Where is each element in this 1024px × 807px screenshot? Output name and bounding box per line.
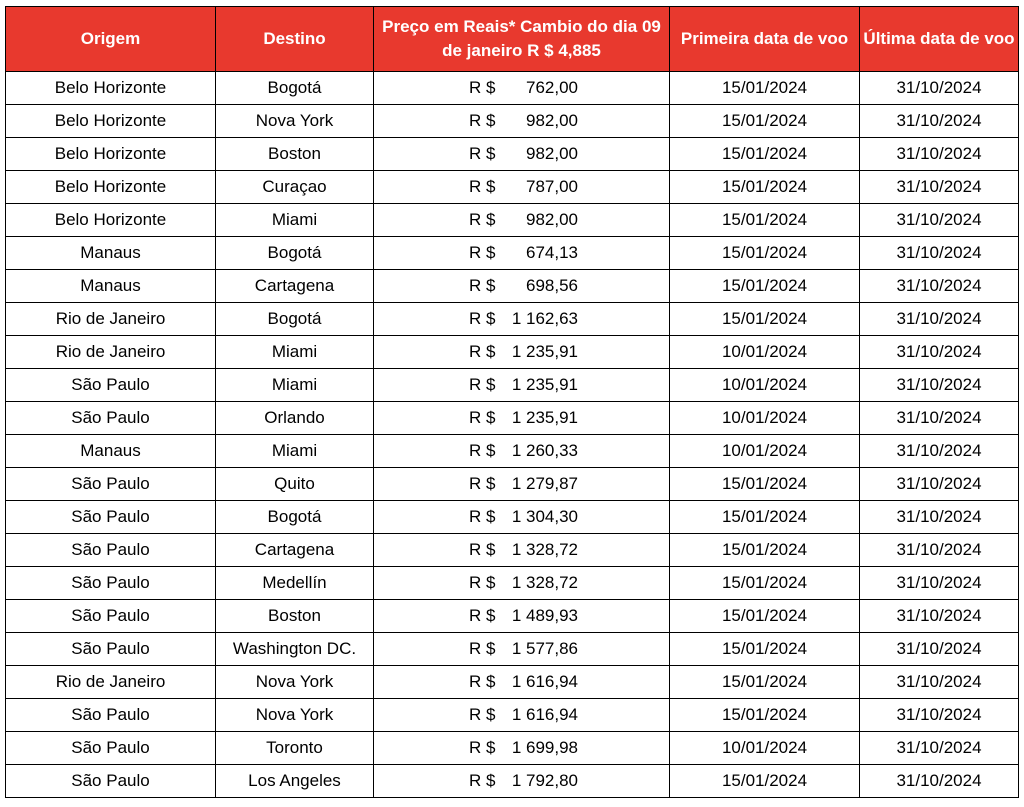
cell-destino: Miami: [216, 369, 374, 402]
cell-ultima-data: 31/10/2024: [860, 303, 1019, 336]
table-row: [6, 204, 1019, 237]
cell-primeira-data: 15/01/2024: [670, 138, 860, 171]
table-row: [6, 501, 1019, 534]
cell-primeira-data: 10/01/2024: [670, 336, 860, 369]
cell-preco: [374, 138, 670, 171]
cell-origem: Belo Horizonte: [6, 138, 216, 171]
currency-symbol: R $: [469, 309, 496, 328]
currency-symbol: R $: [469, 144, 496, 163]
cell-primeira-data: 15/01/2024: [670, 468, 860, 501]
header-destino: Destino: [216, 7, 374, 72]
currency-symbol: R $: [469, 573, 496, 592]
cell-ultima-data: 31/10/2024: [860, 270, 1019, 303]
cell-preco: [374, 369, 670, 402]
cell-origem: São Paulo: [6, 402, 216, 435]
price-amount: 762,00: [526, 78, 578, 97]
cell-origem: Belo Horizonte: [6, 171, 216, 204]
cell-destino: Bogotá: [216, 303, 374, 336]
cell-ultima-data: 31/10/2024: [860, 732, 1019, 765]
cell-preco: [374, 567, 670, 600]
price-amount: 982,00: [526, 210, 578, 229]
price-amount: 1 792,80: [511, 771, 578, 790]
cell-preco: [374, 765, 670, 798]
cell-preco: [374, 270, 670, 303]
currency-symbol: R $: [469, 276, 496, 295]
currency-symbol: R $: [469, 540, 496, 559]
cell-origem: Rio de Janeiro: [6, 303, 216, 336]
cell-primeira-data: 15/01/2024: [670, 237, 860, 270]
cell-ultima-data: 31/10/2024: [860, 567, 1019, 600]
cell-destino: Bogotá: [216, 72, 374, 105]
cell-ultima-data: 31/10/2024: [860, 765, 1019, 798]
cell-ultima-data: 31/10/2024: [860, 171, 1019, 204]
cell-origem: São Paulo: [6, 732, 216, 765]
cell-ultima-data: 31/10/2024: [860, 237, 1019, 270]
cell-preco: [374, 402, 670, 435]
cell-origem: São Paulo: [6, 765, 216, 798]
cell-destino: Miami: [216, 435, 374, 468]
cell-preco: [374, 303, 670, 336]
cell-preco: [374, 501, 670, 534]
cell-ultima-data: 31/10/2024: [860, 336, 1019, 369]
cell-origem: Rio de Janeiro: [6, 666, 216, 699]
cell-primeira-data: 15/01/2024: [670, 633, 860, 666]
price-amount: 1 616,94: [511, 672, 578, 691]
currency-symbol: R $: [469, 639, 496, 658]
cell-preco: [374, 435, 670, 468]
cell-primeira-data: 15/01/2024: [670, 765, 860, 798]
header-origem: Origem: [6, 7, 216, 72]
flight-prices-table-container: [5, 6, 1019, 798]
currency-symbol: R $: [469, 738, 496, 757]
cell-origem: Belo Horizonte: [6, 204, 216, 237]
cell-origem: São Paulo: [6, 633, 216, 666]
header-ultima-data: Última data de voo: [860, 7, 1019, 72]
cell-preco: [374, 204, 670, 237]
currency-symbol: R $: [469, 771, 496, 790]
cell-primeira-data: 15/01/2024: [670, 666, 860, 699]
currency-symbol: R $: [469, 441, 496, 460]
price-amount: 1 235,91: [511, 342, 578, 361]
cell-ultima-data: 31/10/2024: [860, 369, 1019, 402]
cell-origem: São Paulo: [6, 600, 216, 633]
price-amount: 1 235,91: [511, 375, 578, 394]
cell-destino: Nova York: [216, 699, 374, 732]
cell-primeira-data: 15/01/2024: [670, 699, 860, 732]
table-row: [6, 138, 1019, 171]
currency-symbol: R $: [469, 672, 496, 691]
currency-symbol: R $: [469, 342, 496, 361]
cell-preco: [374, 699, 670, 732]
table-row: [6, 270, 1019, 303]
header-primeira-data: Primeira data de voo: [670, 7, 860, 72]
cell-origem: São Paulo: [6, 567, 216, 600]
cell-ultima-data: 31/10/2024: [860, 666, 1019, 699]
cell-primeira-data: 10/01/2024: [670, 435, 860, 468]
cell-origem: Rio de Janeiro: [6, 336, 216, 369]
table-row: [6, 633, 1019, 666]
table-row: [6, 336, 1019, 369]
currency-symbol: R $: [469, 507, 496, 526]
price-amount: 787,00: [526, 177, 578, 196]
currency-symbol: R $: [469, 111, 496, 130]
cell-destino: Washington DC.: [216, 633, 374, 666]
cell-destino: Bogotá: [216, 237, 374, 270]
currency-symbol: R $: [469, 375, 496, 394]
cell-origem: São Paulo: [6, 369, 216, 402]
cell-primeira-data: 15/01/2024: [670, 204, 860, 237]
price-amount: 1 699,98: [511, 738, 578, 757]
price-amount: 1 616,94: [511, 705, 578, 724]
price-amount: 1 489,93: [511, 606, 578, 625]
currency-symbol: R $: [469, 474, 496, 493]
cell-primeira-data: 10/01/2024: [670, 402, 860, 435]
cell-primeira-data: 15/01/2024: [670, 72, 860, 105]
header-row: [6, 7, 1019, 72]
table-row: [6, 402, 1019, 435]
cell-ultima-data: 31/10/2024: [860, 468, 1019, 501]
cell-origem: Belo Horizonte: [6, 105, 216, 138]
cell-primeira-data: 15/01/2024: [670, 501, 860, 534]
cell-ultima-data: 31/10/2024: [860, 600, 1019, 633]
cell-primeira-data: 15/01/2024: [670, 534, 860, 567]
table-row: [6, 699, 1019, 732]
cell-ultima-data: 31/10/2024: [860, 138, 1019, 171]
cell-primeira-data: 15/01/2024: [670, 303, 860, 336]
cell-origem: Manaus: [6, 237, 216, 270]
cell-destino: Los Angeles: [216, 765, 374, 798]
cell-ultima-data: 31/10/2024: [860, 204, 1019, 237]
currency-symbol: R $: [469, 606, 496, 625]
cell-destino: Quito: [216, 468, 374, 501]
cell-ultima-data: 31/10/2024: [860, 72, 1019, 105]
cell-ultima-data: 31/10/2024: [860, 105, 1019, 138]
price-amount: 1 328,72: [511, 573, 578, 592]
price-amount: 982,00: [526, 111, 578, 130]
currency-symbol: R $: [469, 705, 496, 724]
cell-destino: Curaçao: [216, 171, 374, 204]
table-row: [6, 567, 1019, 600]
cell-origem: Manaus: [6, 435, 216, 468]
table-row: [6, 303, 1019, 336]
table-body: [6, 72, 1019, 798]
price-amount: 1 328,72: [511, 540, 578, 559]
table-row: [6, 369, 1019, 402]
currency-symbol: R $: [469, 78, 496, 97]
cell-destino: Boston: [216, 138, 374, 171]
cell-destino: Miami: [216, 204, 374, 237]
cell-origem: Belo Horizonte: [6, 72, 216, 105]
price-amount: 1 162,63: [511, 309, 578, 328]
cell-preco: [374, 666, 670, 699]
cell-primeira-data: 10/01/2024: [670, 369, 860, 402]
cell-ultima-data: 31/10/2024: [860, 402, 1019, 435]
cell-ultima-data: 31/10/2024: [860, 699, 1019, 732]
cell-origem: São Paulo: [6, 501, 216, 534]
cell-destino: Boston: [216, 600, 374, 633]
cell-preco: [374, 336, 670, 369]
table-row: [6, 666, 1019, 699]
cell-ultima-data: 31/10/2024: [860, 633, 1019, 666]
cell-preco: [374, 600, 670, 633]
cell-destino: Medellín: [216, 567, 374, 600]
currency-symbol: R $: [469, 408, 496, 427]
cell-preco: [374, 633, 670, 666]
cell-destino: Toronto: [216, 732, 374, 765]
table-row: [6, 732, 1019, 765]
price-amount: 1 304,30: [511, 507, 578, 526]
cell-primeira-data: 15/01/2024: [670, 105, 860, 138]
cell-origem: São Paulo: [6, 534, 216, 567]
flight-prices-table: [5, 6, 1019, 798]
cell-destino: Cartagena: [216, 534, 374, 567]
cell-destino: Miami: [216, 336, 374, 369]
cell-primeira-data: 15/01/2024: [670, 600, 860, 633]
currency-symbol: R $: [469, 210, 496, 229]
table-row: [6, 237, 1019, 270]
cell-preco: [374, 171, 670, 204]
currency-symbol: R $: [469, 243, 496, 262]
price-amount: 982,00: [526, 144, 578, 163]
header-preco: Preço em Reais* Cambio do dia 09 de janeiro R $ 4,885: [374, 7, 670, 72]
price-amount: 674,13: [526, 243, 578, 262]
table-row: [6, 534, 1019, 567]
table-row: [6, 105, 1019, 138]
cell-primeira-data: 15/01/2024: [670, 171, 860, 204]
cell-origem: São Paulo: [6, 699, 216, 732]
cell-ultima-data: 31/10/2024: [860, 534, 1019, 567]
cell-preco: [374, 72, 670, 105]
cell-preco: [374, 237, 670, 270]
cell-primeira-data: 15/01/2024: [670, 567, 860, 600]
table-row: [6, 600, 1019, 633]
table-row: [6, 72, 1019, 105]
price-amount: 1 279,87: [511, 474, 578, 493]
price-amount: 1 260,33: [511, 441, 578, 460]
cell-primeira-data: 15/01/2024: [670, 270, 860, 303]
cell-destino: Nova York: [216, 105, 374, 138]
cell-preco: [374, 105, 670, 138]
currency-symbol: R $: [469, 177, 496, 196]
cell-destino: Bogotá: [216, 501, 374, 534]
table-row: [6, 468, 1019, 501]
cell-destino: Cartagena: [216, 270, 374, 303]
cell-destino: Orlando: [216, 402, 374, 435]
table-row: [6, 171, 1019, 204]
cell-destino: Nova York: [216, 666, 374, 699]
cell-ultima-data: 31/10/2024: [860, 501, 1019, 534]
cell-preco: [374, 732, 670, 765]
cell-preco: [374, 468, 670, 501]
cell-primeira-data: 10/01/2024: [670, 732, 860, 765]
cell-origem: Manaus: [6, 270, 216, 303]
price-amount: 1 577,86: [511, 639, 578, 658]
price-amount: 698,56: [526, 276, 578, 295]
cell-ultima-data: 31/10/2024: [860, 435, 1019, 468]
cell-origem: São Paulo: [6, 468, 216, 501]
cell-preco: [374, 534, 670, 567]
table-row: [6, 435, 1019, 468]
price-amount: 1 235,91: [511, 408, 578, 427]
table-row: [6, 765, 1019, 798]
